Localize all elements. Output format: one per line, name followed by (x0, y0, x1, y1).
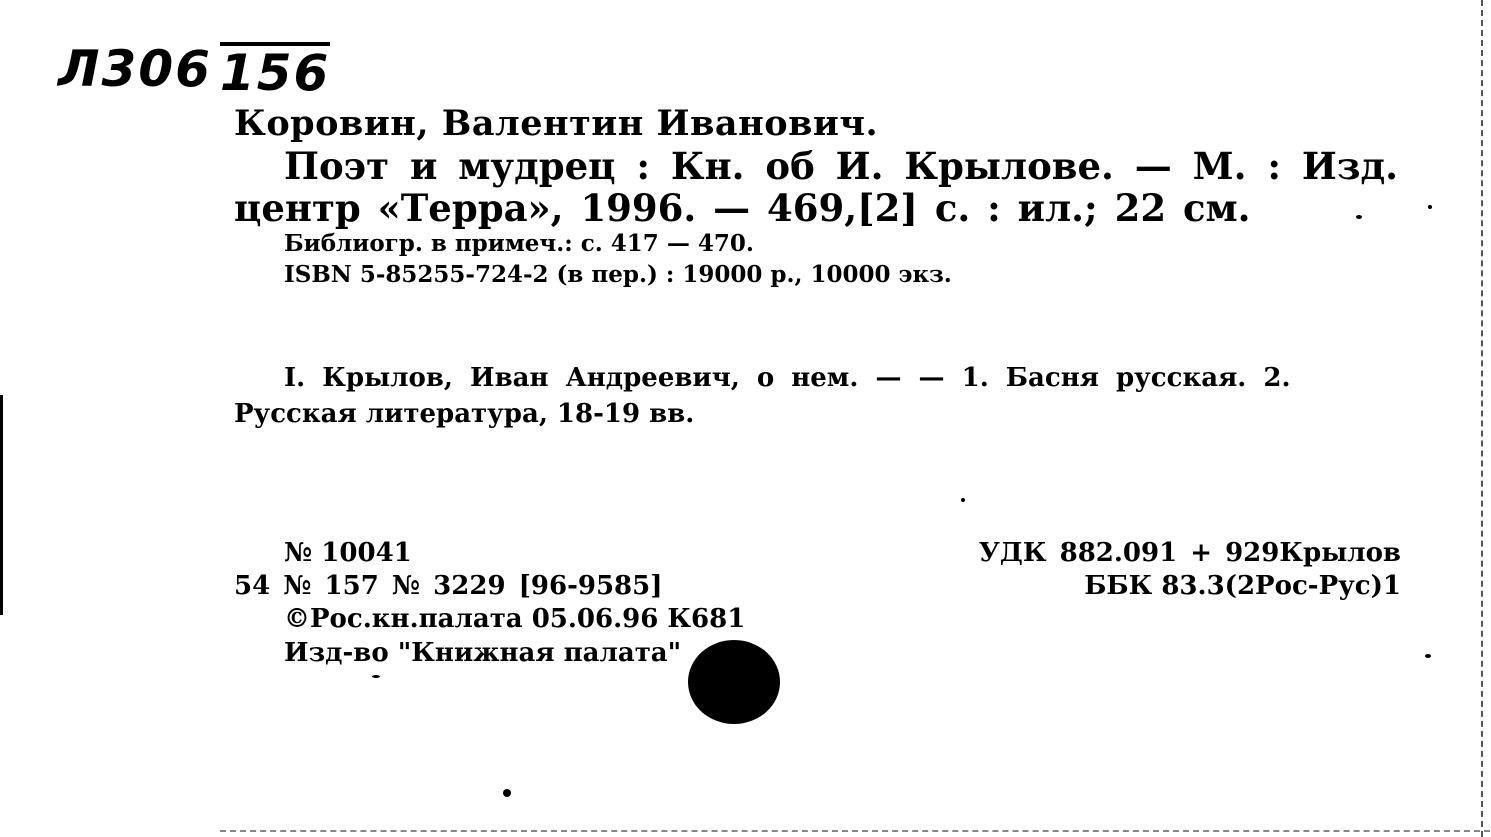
subjects-line-2: Русская литература, 18-19 вв. (234, 399, 695, 429)
scan-speck (503, 789, 511, 797)
subjects-line-1: I. Крылов, Иван Андреевич, о нем. — — 1. Басня русская. 2. (284, 363, 1291, 393)
title-line-1: Поэт и мудрец : Кн. об И. Крылове. — М. : Изд. (284, 144, 1399, 188)
scan-speck (1356, 215, 1362, 219)
copyright-line: ©Рос.кн.палата 05.06.96 К681 (284, 604, 746, 634)
card-right-edge (1481, 0, 1483, 837)
card-left-edge (0, 395, 3, 615)
bibliography-note: Библиогр. в примеч.: с. 417 — 470. (284, 230, 754, 257)
scan-speck (1425, 654, 1431, 658)
scan-speck (961, 498, 965, 502)
publisher-line: Изд-во "Книжная палата" (284, 638, 682, 668)
shelf-mark (58, 38, 331, 102)
registration-line: 54 № 157 № 3229 [96-9585] (234, 571, 663, 601)
author-heading: Коровин, Валентин Иванович. (234, 103, 879, 144)
scan-speck (1428, 205, 1432, 209)
punch-hole (688, 640, 780, 724)
bbk-code: ББК 83.3(2Рос-Рус)1 (1084, 571, 1401, 601)
shelf-mark-code: Л306 (58, 40, 212, 98)
scan-speck (372, 675, 380, 678)
shelf-mark-number: 156 (219, 44, 331, 102)
card-bottom-edge (220, 830, 1490, 832)
isbn-line: ISBN 5-85255-724-2 (в пер.) : 19000 р., 10000 экз. (284, 261, 952, 288)
title-line-2: центр «Терра», 1996. — 469,[2] с. : ил.; 22 см. (234, 186, 1251, 230)
record-number: № 10041 (284, 538, 412, 568)
udk-code: УДК 882.091 + 929Крылов (978, 538, 1401, 568)
